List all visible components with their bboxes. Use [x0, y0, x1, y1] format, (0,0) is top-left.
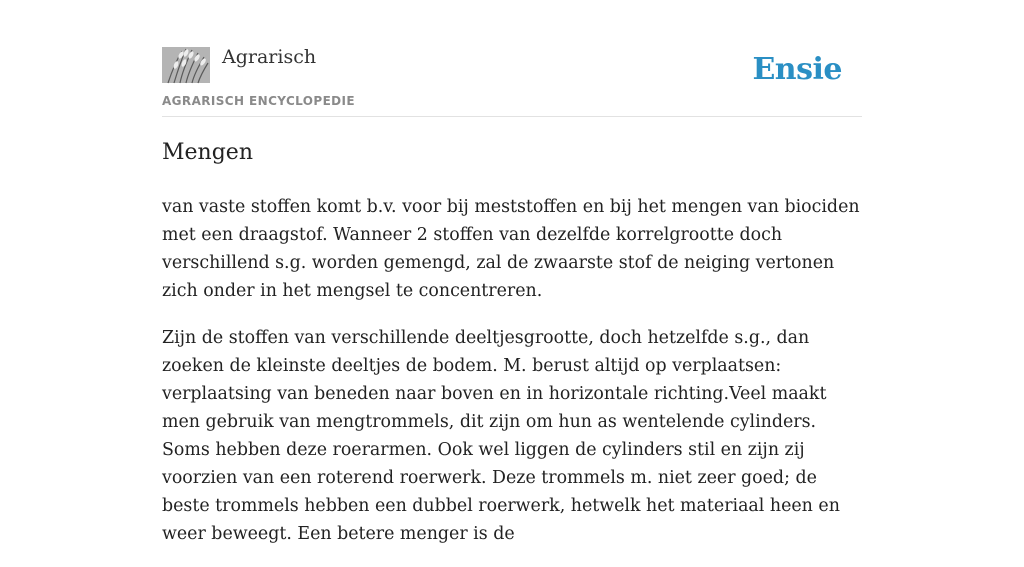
- source-subtitle: AGRARISCH ENCYCLOPEDIE: [162, 94, 355, 108]
- article-title: Mengen: [162, 140, 253, 165]
- article-paragraph: Zijn de stoffen van verschillende deeltjesgrootte, doch hetzelfde s.g., dan zoeken de kleinste deeltjes de bodem. M. berust altijd op verplaatsen: verplaatsing van beneden naar boven en in horizontale richting.Veel maakt men gebruik van mengtrommels, dit zijn om hun as wentelende cylinders. Soms hebben deze roerarmen. Ook wel liggen de cylinders stil en zijn zij voorzien van een roterend roerwerk. Deze trommels m. niet zeer goed; de beste trommels hebben een dubbel roerwerk, hetwelk het materiaal heen en weer beweegt. Een betere menger is de: [162, 328, 840, 544]
- brand-logo-link[interactable]: Ensie: [752, 52, 842, 87]
- page: [162, 0, 862, 544]
- article-body: [162, 193, 862, 567]
- source-title[interactable]: Agrarisch: [222, 46, 317, 68]
- article-paragraph: van vaste stoffen komt b.v. voor bij meststoffen en bij het mengen van biociden met een draagstof. Wanneer 2 stoffen van dezelfde korrelgrootte doch verschillend s.g. worden gemengd, zal de zwaarste stof de neiging vertonen zich onder in het mengsel te concentreren.: [162, 197, 860, 301]
- wheat-icon[interactable]: [162, 47, 210, 83]
- site-header: [162, 46, 862, 117]
